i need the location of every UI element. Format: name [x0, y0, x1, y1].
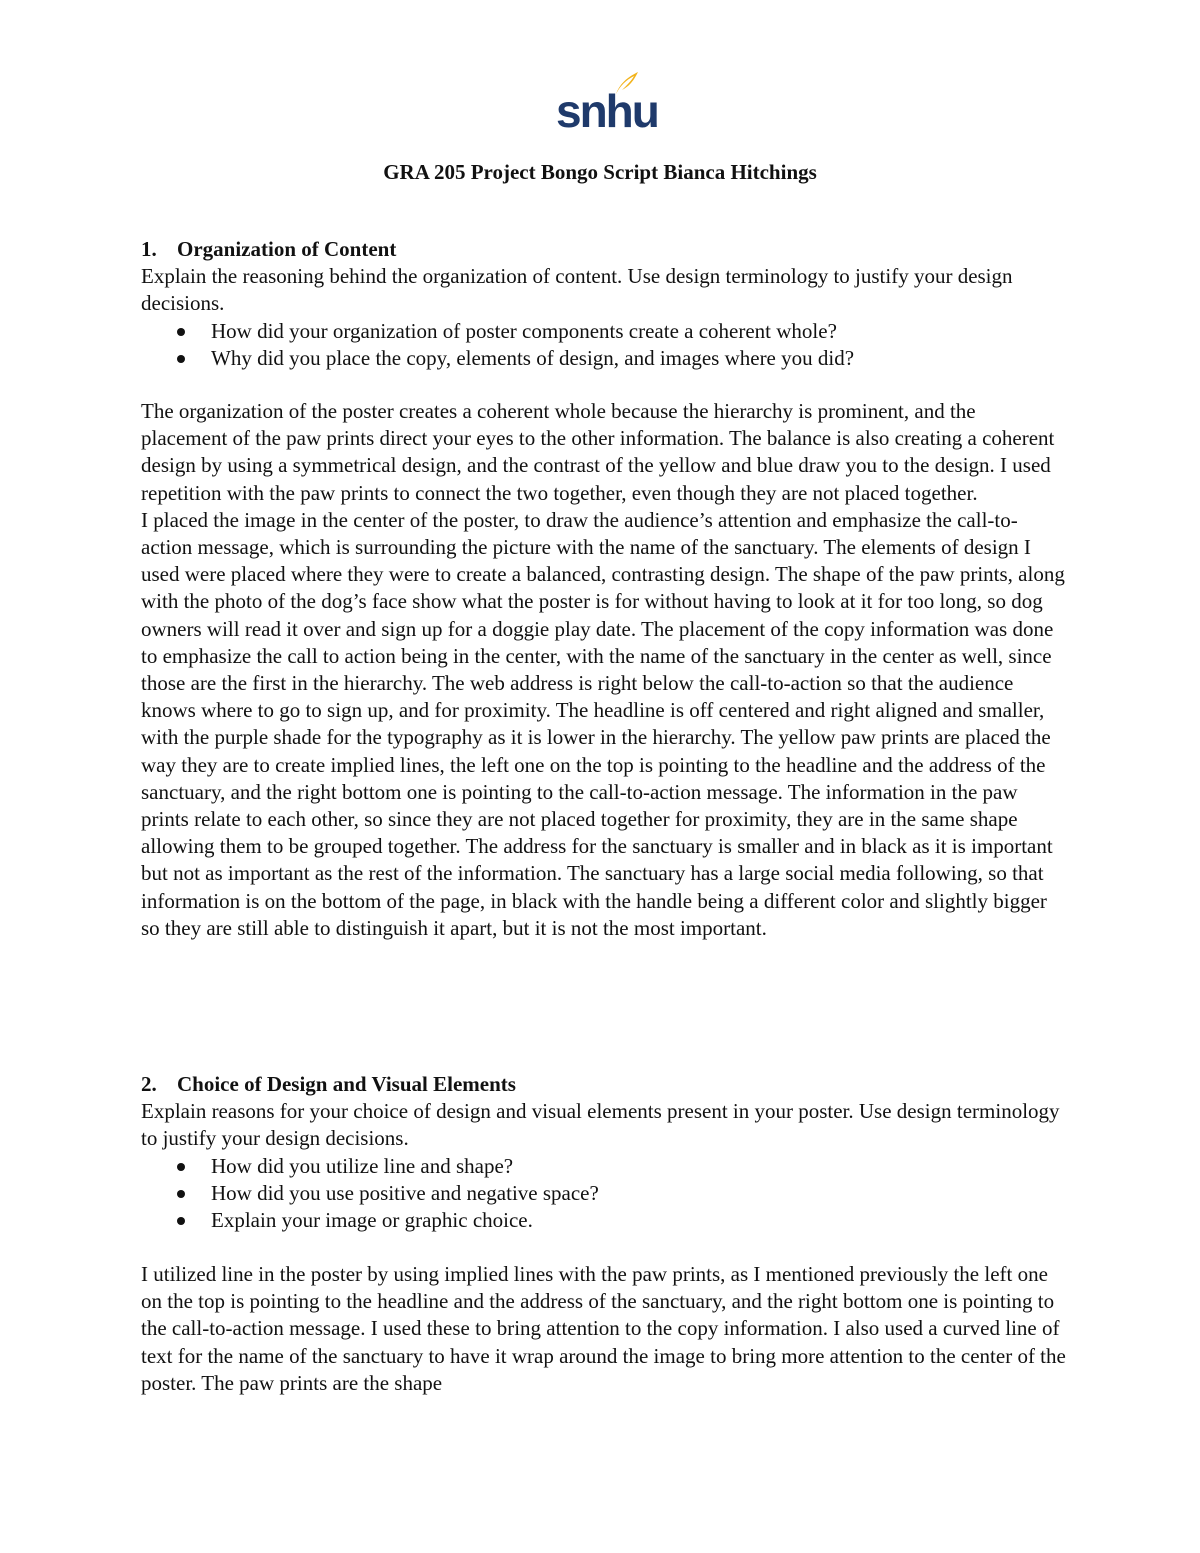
section-2-bullet: Explain your image or graphic choice.	[171, 1207, 1066, 1234]
section-2-title: Choice of Design and Visual Elements	[177, 1072, 516, 1096]
section-1	[141, 236, 1066, 372]
section-1-bullet: How did your organization of poster components create a coherent whole?	[171, 318, 1066, 345]
section-2-heading	[141, 1071, 1066, 1098]
section-1-bullet-list	[141, 318, 1066, 372]
section-2-answer	[141, 1261, 1066, 1397]
section-2	[141, 1071, 1066, 1234]
logo-wordmark: snhu	[556, 85, 658, 137]
section-2-number: 2.	[141, 1072, 157, 1096]
section-1-number: 1.	[141, 237, 157, 261]
section-2-answer-paragraph-1: I utilized line in the poster by using implied lines with the paw prints, as I mentioned previously the left one on the top is pointing to the headline and the address of the sanctuary, and the right bottom one is pointing to the call-to-action message. I used these to bring attention to the copy information. I also used a curved line of text for the name of the sanctuary to have it wrap around the image to bring more attention to the center of the poster. The paw prints are the shape	[141, 1262, 1066, 1395]
document-title: GRA 205 Project Bongo Script Bianca Hitchings	[383, 160, 817, 184]
section-2-bullet: How did you use positive and negative space?	[171, 1180, 1066, 1207]
section-1-prompt: Explain the reasoning behind the organization of content. Use design terminology to justify your design decisions.	[141, 264, 1013, 316]
section-1-title: Organization of Content	[177, 237, 397, 261]
section-1-answer-paragraph-1: The organization of the poster creates a coherent whole because the hierarchy is prominent, and the placement of the paw prints direct your eyes to the other information. The balance is also creating a coherent design by using a symmetrical design, and the contrast of the yellow and blue draw you to the design. I used repetition with the paw prints to connect the two together, even though they are not placed together.	[141, 399, 1055, 505]
section-1-answer-paragraph-2: I placed the image in the center of the poster, to draw the audience’s attention and emphasize the call-to-action message, which is surrounding the picture with the name of the sanctuary. The elements of design I used were placed where they were to create a balanced, contrasting design. The shape of the paw prints, along with the photo of the dog’s face show what the poster is for without having to look at it for too long, so dog owners will read it over and sign up for a doggie play date. The placement of the copy information was done to emphasize the call to action being in the center, with the name of the sanctuary in the center as well, since those are the first in the hierarchy. The web address is right below the call-to-action so that the audience knows where to go to sign up, and for proximity. The headline is off centered and right aligned and smaller, with the purple shade for the typography as it is lower in the hierarchy. The yellow paw prints are placed the way they are to create implied lines, the left one on the top is pointing to the headline and the address of the sanctuary, and the right bottom one is pointing to the call-to-action message. The information in the paw prints relate to each other, so since they are not placed together for proximity, they are in the same shape allowing them to be grouped together. The address for the sanctuary is smaller and in black as it is important but not as important as the rest of the information. The sanctuary has a large social media following, so that information is on the bottom of the page, in black with the handle being a different color and slightly bigger so they are still able to distinguish it apart, but it is not the most important.	[141, 507, 1065, 940]
snhu-logo	[556, 70, 658, 137]
section-2-prompt: Explain reasons for your choice of design and visual elements present in your poster. Use design terminology to justify your design decisions.	[141, 1099, 1060, 1151]
section-1-heading	[141, 236, 1066, 263]
section-1-bullet: Why did you place the copy, elements of design, and images where you did?	[171, 345, 1066, 372]
section-1-answer	[141, 398, 1066, 942]
section-2-bullet-list	[141, 1153, 1066, 1235]
section-2-bullet: How did you utilize line and shape?	[171, 1153, 1066, 1180]
